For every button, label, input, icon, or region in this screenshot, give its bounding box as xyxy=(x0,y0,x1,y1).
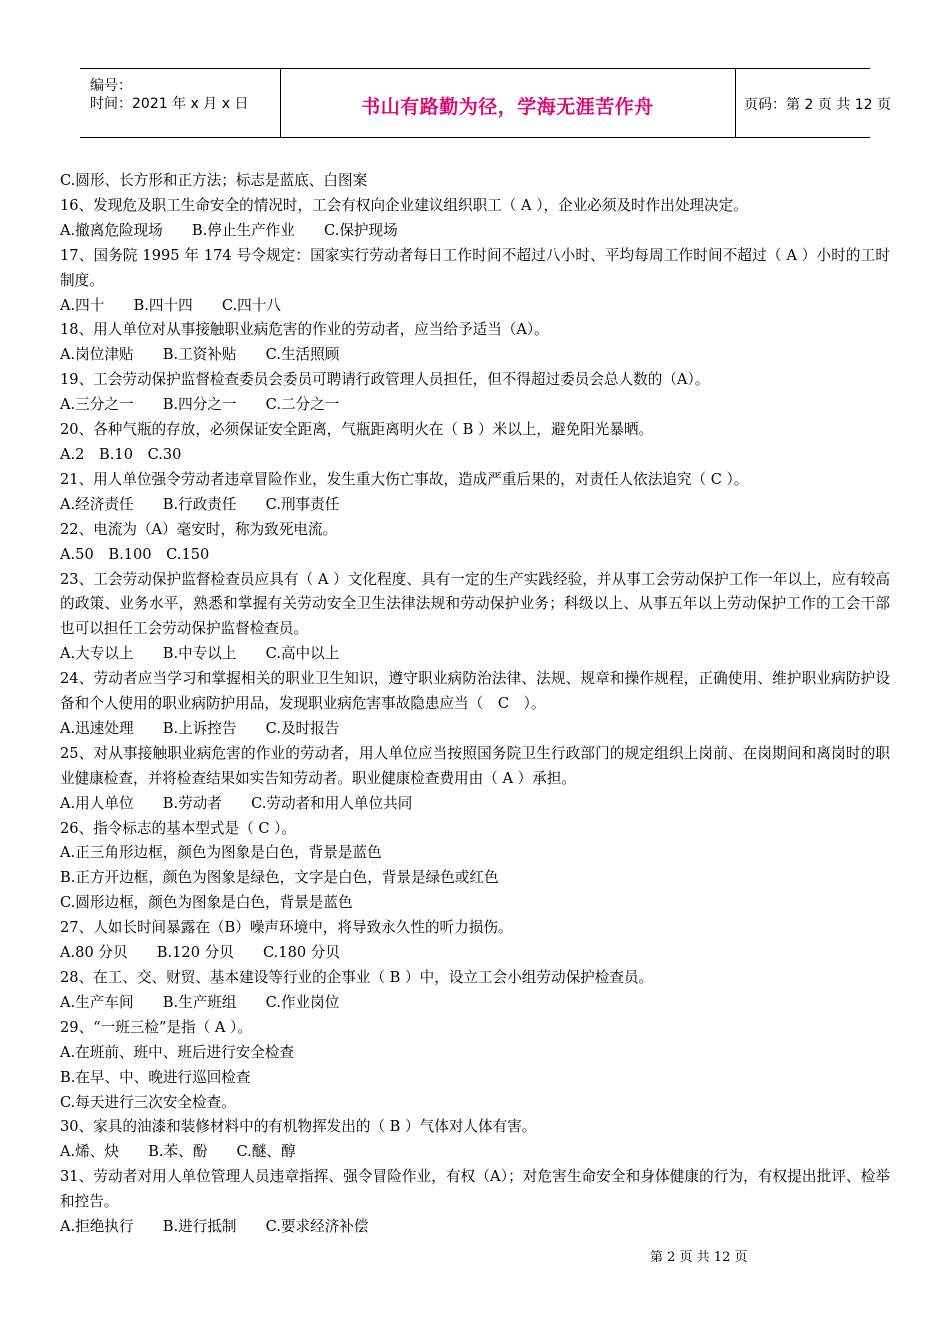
header-page-label: 页码：第 2 页 共 12 页 xyxy=(744,97,891,113)
answer-options: A.四十 B.四十四 C.四十八 xyxy=(60,296,281,314)
answer-options: A.经济责任 B.行政责任 C.刑事责任 xyxy=(60,495,340,513)
answer-option: A.正三角形边框，颜色为图象是白色，背景是蓝色 xyxy=(60,844,382,862)
answer-options: A.拒绝执行 B.进行抵制 C.要求经济补偿 xyxy=(60,1218,369,1236)
header-page-cell xyxy=(736,69,891,137)
header-motto-cell xyxy=(280,69,736,137)
answer-options: A.50 B.100 C.150 xyxy=(60,545,210,563)
question-line: 29、“一班三检”是指（ A ）。 xyxy=(60,1018,252,1036)
answer-option: C.圆形边框，颜色为图象是白色，背景是蓝色 xyxy=(60,894,353,912)
answer-option: B.在早、中、晚进行巡回检查 xyxy=(60,1068,251,1086)
answer-option: B.正方开边框，颜色为图象是绿色，文字是白色，背景是绿色或红色 xyxy=(60,869,499,887)
answer-options: A.烯、炔 B.苯、酚 C.醚、醇 xyxy=(60,1143,296,1161)
question-line: 19、工会劳动保护监督检查委员会委员可聘请行政管理人员担任，但不得超过委员会总人数的（A）。 xyxy=(60,371,710,389)
answer-options: A.岗位津贴 B.工资补贴 C.生活照顾 xyxy=(60,346,340,364)
question-paragraph: 23、工会劳动保护监督检查员应具有（ A ）文化程度、具有一定的生产实践经验，并从事工会劳动保护工作一年以上，应有较高的政策、业务水平，熟悉和掌握有关劳动安全卫生法律法规和劳动保护业务；科级以上、从事五年以上劳动保护工作的工会干部也可以担任工会劳动保护监督检查员。 xyxy=(60,570,890,638)
header-info-cell xyxy=(80,69,281,137)
question-line: 27、人如长时间暴露在（B）噪声环境中，将导致永久性的听力损伤。 xyxy=(60,919,513,937)
document-body xyxy=(60,169,890,1240)
question-paragraph: 31、劳动者对用人单位管理人员违章指挥、强令冒险作业，有权（A）；对危害生命安全和身体健康的行为，有权提出批评、检举和控告。 xyxy=(60,1168,890,1211)
answer-option: C.每天进行三次安全检查。 xyxy=(60,1093,236,1111)
question-line: 28、在工、交、财贸、基本建设等行业的企事业（ B ）中，设立工会小组劳动保护检查员。 xyxy=(60,969,654,986)
answer-options: A.80 分贝 B.120 分贝 C.180 分贝 xyxy=(60,944,340,962)
answer-option: A.在班前、班中、班后进行安全检查 xyxy=(60,1043,295,1061)
document-number-label: 编号： xyxy=(90,78,132,94)
text-line: C.圆形、长方形和正方法；标志是蓝底、白图案 xyxy=(60,172,368,189)
question-line: 26、指令标志的基本型式是（ C ）。 xyxy=(60,819,297,837)
question-line: 30、家具的油漆和装修材料中的有机物挥发出的（ B ）气体对人体有害。 xyxy=(60,1118,537,1136)
question-line: 21、用人单位强令劳动者违章冒险作业，发生重大伤亡事故，造成严重后果的，对责任人依法追究（ C ）。 xyxy=(60,470,749,488)
answer-options: A.2 B.10 C.30 xyxy=(60,445,182,463)
question-line: 18、用人单位对从事接触职业病危害的作业的劳动者，应当给予适当（A）。 xyxy=(60,321,549,339)
question-line: 22、电流为（A）毫安时，称为致死电流。 xyxy=(60,520,338,538)
answer-options: A.生产车间 B.生产班组 C.作业岗位 xyxy=(60,993,340,1011)
answer-options: A.迅速处理 B.上诉控告 C.及时报告 xyxy=(60,719,340,737)
document-date-label: 时间：2021 年 x 月 x 日 xyxy=(90,96,249,112)
question-paragraph: 25、对从事接触职业病危害的作业的劳动者，用人单位应当按照国务院卫生行政部门的规定组织上岗前、在岗期间和离岗时的职业健康检查，并将检查结果如实告知劳动者。职业健康检查费用由（ A ）承担。 xyxy=(60,744,890,787)
answer-options: A.用人单位 B.劳动者 C.劳动者和用人单位共同 xyxy=(60,794,413,812)
question-line: 16、发现危及职工生命安全的情况时，工会有权向企业建议组织职工（ A ），企业必须及时作出处理决定。 xyxy=(60,196,748,214)
question-line: 20、各种气瓶的存放，必须保证安全距离，气瓶距离明火在（ B ）米以上，避免阳光暴晒。 xyxy=(60,421,654,439)
header-motto: 书山有路勤为径，学海无涯苦作舟 xyxy=(361,96,654,118)
question-paragraph: 17、国务院 1995 年 174 号令规定：国家实行劳动者每日工作时间不超过八小时、平均每周工作时间不超过（ A ）小时的工时制度。 xyxy=(60,246,890,289)
answer-options: A.三分之一 B.四分之一 C.二分之一 xyxy=(60,396,340,414)
question-paragraph: 24、劳动者应当学习和掌握相关的职业卫生知识，遵守职业病防治法律、法规、规章和操作规程，正确使用、维护职业病防护设备和个人使用的职业病防护用品，发现职业病危害事故隐患应当（ C ）。 xyxy=(60,670,890,713)
answer-options: A.大专以上 B.中专以上 C.高中以上 xyxy=(60,645,340,663)
page-header xyxy=(80,68,891,138)
page-footer: 第 2 页 共 12 页 xyxy=(650,1250,748,1265)
answer-options: A.撤离危险现场 B.停止生产作业 C.保护现场 xyxy=(60,221,398,239)
